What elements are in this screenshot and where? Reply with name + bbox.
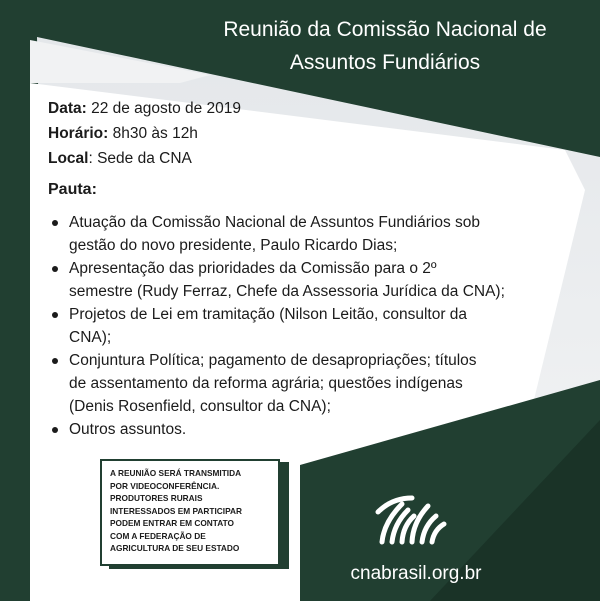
notice-line: A REUNIÃO SERÁ TRANSMITIDA (110, 468, 242, 478)
bullet-icon (52, 427, 58, 433)
bullet-icon (52, 312, 58, 318)
cna-wheat-logo-icon (372, 492, 452, 552)
agenda-item (48, 257, 588, 303)
agenda-item-line: Outros assuntos. (69, 421, 187, 438)
videoconference-notice (100, 459, 280, 566)
date-label: Data: (48, 100, 87, 117)
time-row (48, 121, 241, 146)
notice-line: COM A FEDERAÇÃO DE (110, 530, 206, 541)
agenda-item-line: Conjuntura Política; pagamento de desapropriações; títulos (69, 352, 477, 369)
agenda-item-line: Projetos de Lei em tramitação (Nilson Leitão, consultor da (69, 306, 468, 323)
location-row (48, 146, 241, 171)
date-value: 22 de agosto de 2019 (86, 100, 242, 117)
time-label: Horário: (48, 125, 109, 142)
notice-line: AGRICULTURA DE SEU ESTADO (110, 543, 240, 553)
title-line-1: Reunião da Comissão Nacional de (223, 18, 547, 41)
agenda-item-line: de assentamento da reforma agrária; questões indígenas (69, 375, 463, 392)
agenda-item (48, 211, 588, 257)
notice-line: PODEM ENTRAR EM CONTATO (110, 518, 234, 528)
notice-line: PRODUTORES RURAIS (110, 493, 203, 503)
bullet-icon (52, 358, 58, 364)
agenda-item (48, 303, 588, 349)
agenda-item-line: Apresentação das prioridades da Comissão para o 2º (69, 260, 437, 277)
location-value: : Sede da CNA (88, 150, 192, 167)
bullet-icon (52, 266, 58, 272)
notice-line: INTERESSADOS EM PARTICIPAR (110, 505, 242, 516)
agenda-item-line: CNA); (69, 329, 112, 346)
agenda-item (48, 418, 588, 441)
agenda-heading: Pauta: (48, 181, 97, 198)
agenda-item (48, 349, 588, 418)
title-line-2: Assuntos Fundiários (289, 51, 481, 74)
time-value: 8h30 às 12h (108, 125, 198, 142)
agenda-item-line: (Denis Rosenfield, consultor da CNA); (69, 398, 331, 415)
bullet-icon (52, 220, 58, 226)
meeting-details (48, 96, 241, 171)
agenda-item-line: gestão do novo presidente, Paulo Ricardo Dias; (69, 237, 398, 254)
agenda-list (48, 211, 588, 441)
date-row (48, 96, 241, 121)
website-link[interactable]: cnabrasil.org.br (350, 563, 482, 584)
page-title (180, 13, 590, 79)
agenda-item-line: Atuação da Comissão Nacional de Assuntos Fundiários sob (69, 214, 480, 231)
notice-line: POR VIDEOCONFERÊNCIA. (110, 480, 220, 491)
agenda-item-line: semestre (Rudy Ferraz, Chefe da Assessoria Jurídica da CNA); (69, 283, 505, 300)
location-label: Local (48, 150, 89, 167)
